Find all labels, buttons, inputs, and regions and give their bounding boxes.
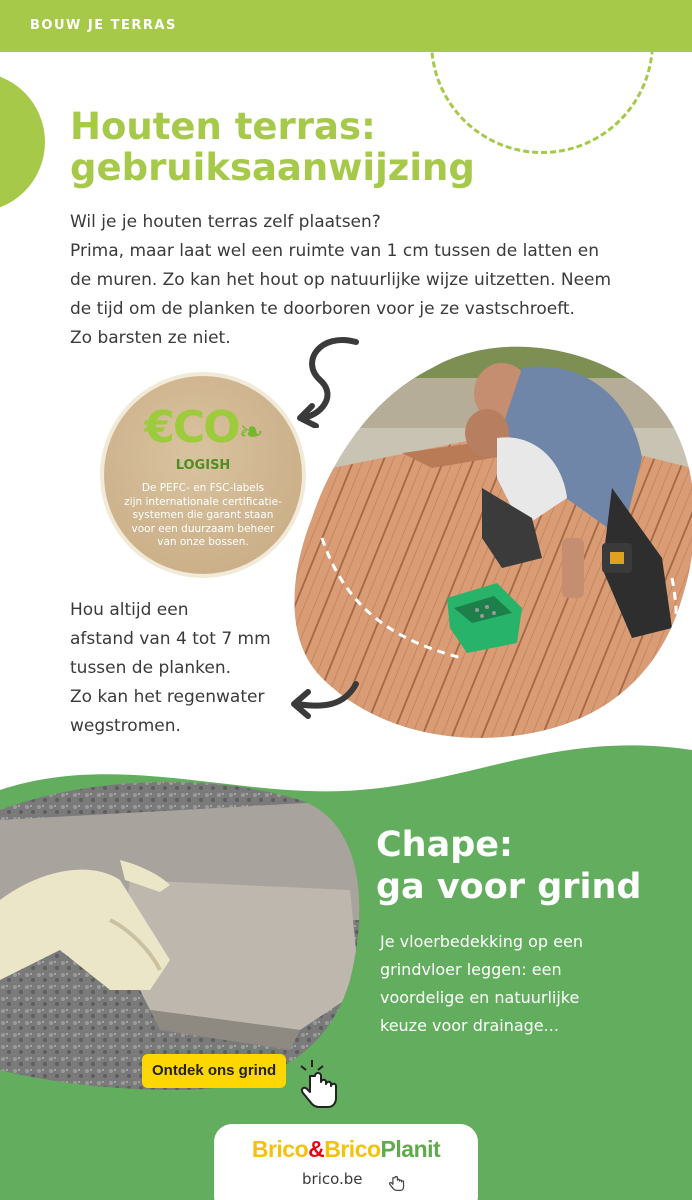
intro-text: Wil je je houten terras zelf plaatsen? Prima, maar laat wel een ruimte van 1 cm tussen de latten en de muren. Zo kan het hout op natuurlijke wijze uitzetten. Neem de tijd om de planken te doorboren voor je ze vastschroeft. Zo barsten ze niet. bbox=[70, 212, 612, 348]
spacing-tip: Hou altijd een afstand van 4 tot 7 mm tussen de planken. Zo kan het regenwater wegstromen. bbox=[70, 600, 271, 736]
discover-gravel-button[interactable]: Ontdek ons grind bbox=[142, 1054, 286, 1088]
gravel-photo bbox=[0, 780, 360, 1090]
eco-logo-text: €CO bbox=[144, 402, 239, 453]
curved-arrow-icon bbox=[290, 332, 364, 428]
page-title: Houten terras: gebruiksaanwijzing bbox=[70, 105, 475, 189]
eco-logish-badge bbox=[100, 372, 306, 578]
eco-description: De PEFC- en FSC-labels zijn internationale certificatie- systemen die garant staan voor een duurzaam beheer van onze bossen. bbox=[124, 482, 282, 548]
section-label: BOUW JE TERRAS bbox=[30, 18, 177, 33]
brand-card[interactable] bbox=[214, 1124, 478, 1200]
gravel-title: Chape: ga voor grind bbox=[376, 825, 642, 907]
brand-name-part3: Planit bbox=[380, 1136, 441, 1162]
brico-planit-logo bbox=[214, 1136, 478, 1163]
brand-name-part2: Brico bbox=[324, 1136, 381, 1162]
eco-subtitle: LOGISH bbox=[175, 458, 231, 473]
gravel-text: Je vloerbedekking op een grindvloer leggen: een voordelige en natuurlijke keuze voor drainage... bbox=[380, 932, 583, 1035]
leaf-icon: ❧ bbox=[238, 415, 262, 450]
hand-pointer-icon bbox=[388, 1170, 406, 1192]
brico-website-link[interactable]: brico.be bbox=[302, 1170, 363, 1188]
eco-logo bbox=[104, 402, 302, 453]
hand-pointer-icon bbox=[298, 1058, 342, 1110]
brand-name-part1: Brico bbox=[251, 1136, 309, 1162]
decorative-semicircle bbox=[0, 72, 45, 212]
brand-ampersand: & bbox=[308, 1136, 325, 1162]
